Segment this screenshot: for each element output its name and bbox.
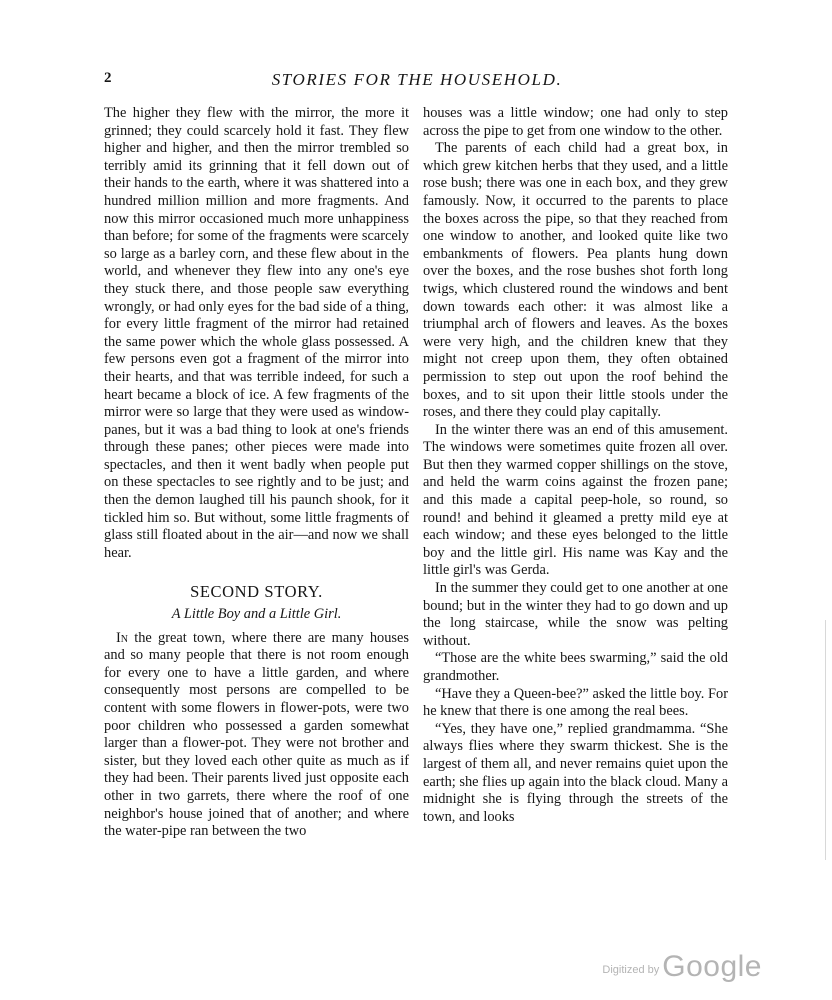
paragraph: In the winter there was an end of this amusement. The windows were sometimes quite frozen all over. But then they warmed copper shillings on the stove, and held the warm coins against the frozen pane; and this made a capital peep-hole, so round, so round! and behind it gleamed a pretty mild eye at each window; and these eyes belonged to the little boy and the little girl. His name was Kay and the little girl's was Gerda. — [423, 421, 728, 579]
paragraph: The higher they flew with the mirror, the more it grinned; they could scarcely hold it fast. They flew higher and higher, and then the mirror trembled so terribly amid its grinning that it fell down out of their hands to the earth, where it was shattered into a hundred million million and more fragments. And now this mirror occasioned much more unhappiness than before; for some of the fragments were scarcely so large as a barley corn, and these flew about in the world, and whenever they flew into any one's eye they stuck there, and those people saw everything wrongly, or had only eyes for the bad side of a thing, for every little fragment of the mirror had retained the same power which the whole glass possessed. A few persons even got a fragment of the mirror into their hearts, and that was terrible indeed, for such a heart became a block of ice. A few fragments of the mirror were so large that they were used as window-panes, but it was a bad thing to look at one's friends through these panes; other pieces were made into spectacles, and then it went badly when people put on these spectacles to see rightly and to be just; and then the demon laughed till his paunch shook, for it tickled him so. But without, some little fragments of glass still floated about in the air—and now we shall hear. — [104, 105, 409, 561]
scan-edge-line — [825, 620, 826, 860]
paragraph: “Those are the white bees swarming,” said the old grandmother. — [423, 650, 728, 684]
paragraph: houses was a little window; one had only to step across the pipe to get from one window to the other. — [423, 105, 728, 139]
digitized-watermark — [602, 950, 762, 984]
dropcap-word: In — [116, 629, 129, 646]
page-header — [104, 70, 730, 92]
paragraph: “Yes, they have one,” replied grandmamma. “She always flies where they swarm thickest. She is the largest of them all, and never remains quiet upon the earth; she flies up again into the black cloud. Many a midnight she is flying through the streets of the town, and looks — [423, 720, 728, 825]
paragraph: “Have they a Queen-bee?” asked the little boy. For he knew that there is one among the real bees. — [423, 685, 728, 720]
story-subheading: A Little Boy and a Little Girl. — [171, 606, 342, 623]
left-column — [104, 105, 409, 841]
page-number: 2 — [104, 70, 112, 86]
running-title: STORIES FOR THE HOUSEHOLD. — [271, 70, 563, 89]
paragraph: In the summer they could get to one another at one bound; but in the winter they had to go down and up the long staircase, while the snow was pelting without. — [423, 580, 728, 649]
paragraph — [104, 630, 409, 841]
story-heading: SECOND STORY. — [190, 582, 323, 602]
paragraph: The parents of each child had a great box, in which grew kitchen herbs that they used, and a little rose bush; there was one in each box, and they grew famously. Now, it occurred to the parents to place the boxes across the pipe, so that they reached from one window to another, and looked quite like two embankments of flowers. Pea plants hung down over the boxes, and the rose bushes shot forth long twigs, which clustered round the windows and bent down towards each other: it was almost like a triumphal arch of flowers and leaves. As the boxes were very high, and the children knew that they might not creep upon them, they often obtained permission to step out upon the roof behind the boxes, and to sit upon their little stools under the roses, and there they could play capitally. — [423, 140, 728, 421]
paragraph-text: the great town, where there are many houses and so many people that there is not room enough for every one to have a little garden, and where consequently most persons are compelled to be content with some flowers in flower-pots, were two poor children who possessed a garden somewhat larger than a flower-pot. They were not brother and sister, but they loved each other quite as much as if they had been. Their parents lived just opposite each other in two garrets, there where the roof of one neighbor's house joined that of another; and where the water-pipe ran between the two — [104, 629, 409, 840]
google-logo: Google — [662, 950, 762, 983]
digitized-by-label: Digitized by — [602, 964, 660, 976]
right-column — [423, 105, 728, 826]
